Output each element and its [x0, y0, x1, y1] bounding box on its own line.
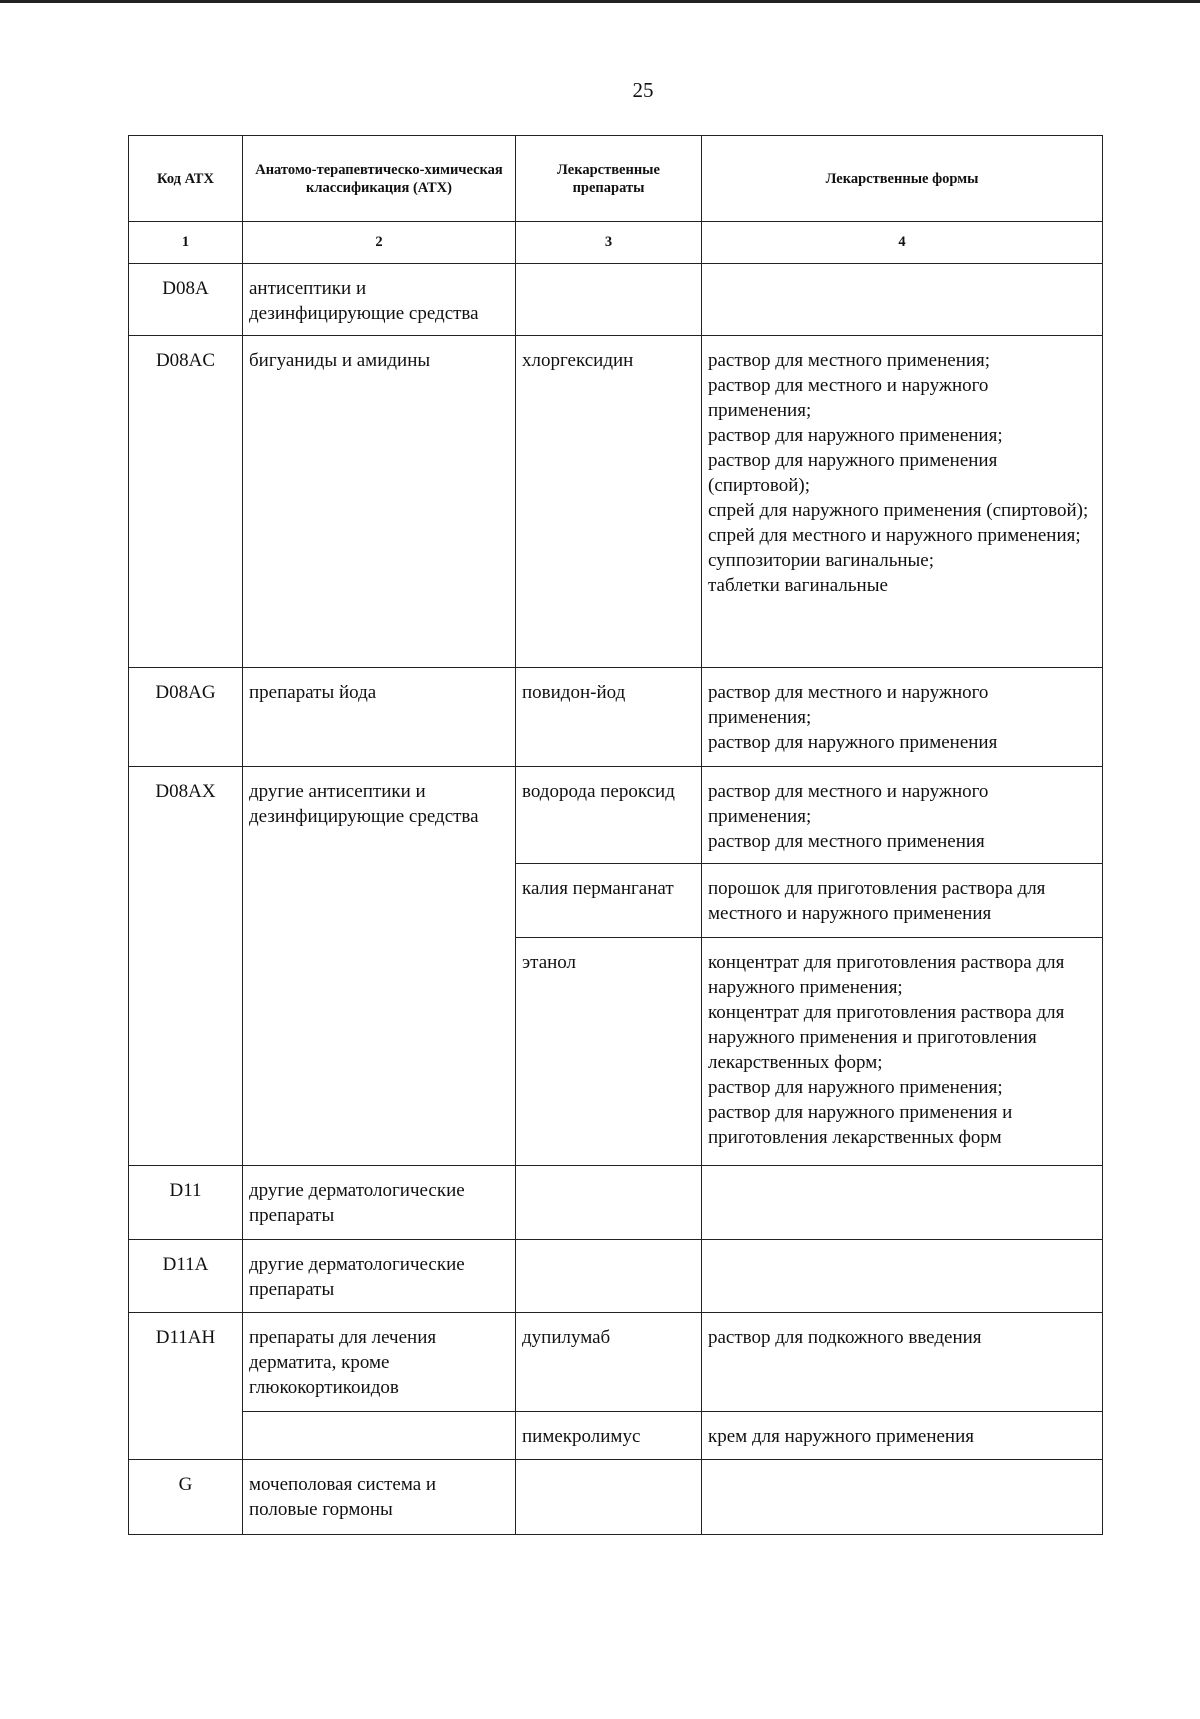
- dosage-form: раствор для местного применения: [708, 831, 985, 852]
- drug-name: [516, 264, 702, 336]
- atx-classification: антисептики и дезинфицирующие средства: [243, 264, 516, 336]
- table-row: [129, 668, 1103, 767]
- table-row: [129, 767, 1103, 864]
- drug-name: калия перманганат: [516, 864, 702, 938]
- dosage-forms: [702, 1240, 1103, 1313]
- header-classification: Анатомо-терапевтическо-химическая классификация (АТХ): [243, 136, 516, 222]
- dosage-forms: [702, 1313, 1103, 1412]
- drug-name: [516, 1460, 702, 1535]
- atx-classification: мочеполовая система и половые гормоны: [243, 1460, 516, 1535]
- atx-table: [128, 135, 1103, 1535]
- table-row: [129, 1313, 1103, 1412]
- drug-name: дупилумаб: [516, 1313, 702, 1412]
- dosage-form: спрей для местного и наружного применения;: [708, 525, 1081, 546]
- dosage-form: таблетки вагинальные: [708, 575, 888, 596]
- column-number: 2: [243, 222, 516, 264]
- dosage-form: раствор для местного и наружного применения;: [708, 682, 989, 728]
- atx-classification: бигуаниды и амидины: [243, 336, 516, 668]
- column-number: 3: [516, 222, 702, 264]
- table-body: [129, 264, 1103, 1535]
- column-number-row: [129, 222, 1103, 264]
- atx-code: D11A: [129, 1240, 243, 1313]
- dosage-form: крем для наружного применения: [708, 1426, 975, 1447]
- table-row: [129, 336, 1103, 668]
- dosage-form: порошок для приготовления раствора для местного и наружного применения: [708, 878, 1046, 924]
- header-forms: Лекарственные формы: [702, 136, 1103, 222]
- dosage-forms: [702, 1412, 1103, 1460]
- dosage-forms: [702, 264, 1103, 336]
- drug-name: хлоргексидин: [516, 336, 702, 668]
- atx-code: G: [129, 1460, 243, 1535]
- header-code: Код АТХ: [129, 136, 243, 222]
- dosage-form: раствор для наружного применения;: [708, 1077, 1003, 1098]
- table-header: [129, 136, 1103, 264]
- dosage-form: раствор для наружного применения;: [708, 425, 1003, 446]
- dosage-form: раствор для подкожного введения: [708, 1327, 982, 1348]
- table-row: [129, 1460, 1103, 1535]
- header-drugs: Лекарственные препараты: [516, 136, 702, 222]
- dosage-forms: [702, 864, 1103, 938]
- drug-name: водорода пероксид: [516, 767, 702, 864]
- drug-name: этанол: [516, 938, 702, 1166]
- dosage-forms: [702, 938, 1103, 1166]
- atx-code: D11: [129, 1166, 243, 1240]
- table-row: [129, 1166, 1103, 1240]
- table-row: [129, 1412, 1103, 1460]
- dosage-form: суппозитории вагинальные;: [708, 550, 935, 571]
- dosage-form: концентрат для приготовления раствора для наружного применения;: [708, 952, 1065, 998]
- atx-code: D08AG: [129, 668, 243, 767]
- atx-code: D08AC: [129, 336, 243, 668]
- drug-name: [516, 1166, 702, 1240]
- page-number: 25: [632, 78, 654, 102]
- dosage-forms: [702, 767, 1103, 864]
- dosage-form: раствор для наружного применения и приготовления лекарственных форм: [708, 1102, 1013, 1148]
- dosage-form: концентрат для приготовления раствора для наружного применения и приготовления лекарственных форм;: [708, 1002, 1065, 1073]
- dosage-forms: [702, 1460, 1103, 1535]
- column-number: 1: [129, 222, 243, 264]
- atx-classification-empty: [243, 1412, 516, 1460]
- dosage-form: спрей для наружного применения (спиртовой);: [708, 500, 1089, 521]
- column-number: 4: [702, 222, 1103, 264]
- dosage-forms: [702, 1166, 1103, 1240]
- atx-classification: другие дерматологические препараты: [243, 1240, 516, 1313]
- atx-code: D08AX: [129, 767, 243, 1166]
- atx-code: D08A: [129, 264, 243, 336]
- atx-classification: препараты йода: [243, 668, 516, 767]
- dosage-form: раствор для местного и наружного применения;: [708, 781, 989, 827]
- dosage-forms: [702, 668, 1103, 767]
- drug-name: повидон-йод: [516, 668, 702, 767]
- atx-classification: препараты для лечения дерматита, кроме глюкокортикоидов: [243, 1313, 516, 1412]
- top-rule: [0, 0, 1200, 3]
- dosage-form: раствор для наружного применения: [708, 732, 998, 753]
- dosage-form: раствор для местного и наружного применения;: [708, 375, 989, 421]
- table-row: [129, 264, 1103, 336]
- dosage-form: раствор для наружного применения (спиртовой);: [708, 450, 998, 496]
- atx-code: D11AH: [129, 1313, 243, 1460]
- dosage-form: раствор для местного применения;: [708, 350, 991, 371]
- drug-name: пимекролимус: [516, 1412, 702, 1460]
- dosage-forms: [702, 336, 1103, 668]
- table-row: [129, 1240, 1103, 1313]
- atx-classification: другие дерматологические препараты: [243, 1166, 516, 1240]
- drug-name: [516, 1240, 702, 1313]
- atx-classification: другие антисептики и дезинфицирующие средства: [243, 767, 516, 1166]
